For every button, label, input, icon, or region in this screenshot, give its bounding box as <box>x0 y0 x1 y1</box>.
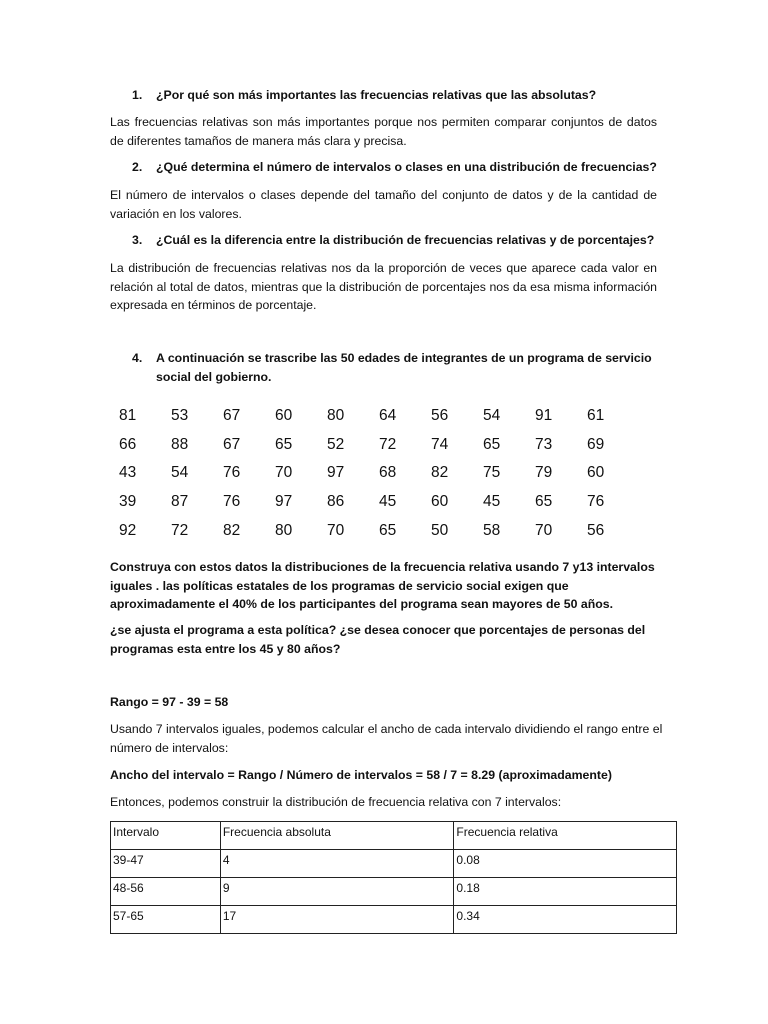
age-value: 70 <box>275 464 293 482</box>
age-value: 88 <box>171 435 189 453</box>
ages-row <box>119 516 639 545</box>
question-1 <box>132 86 672 105</box>
age-value: 64 <box>379 407 397 425</box>
age-value: 67 <box>223 435 241 453</box>
ages-row <box>119 431 639 460</box>
age-value: 74 <box>431 435 449 453</box>
age-value: 54 <box>483 407 501 425</box>
age-value: 39 <box>119 493 137 511</box>
policy-question: ¿se ajusta el programa a esta política? ¿se desea conocer que porcentajes de personas del programas esta entre los 45 y 80 años? <box>110 623 646 656</box>
age-value: 76 <box>223 464 241 482</box>
age-value: 50 <box>431 521 449 539</box>
question-number: 3. <box>132 233 143 247</box>
table-cell: 9 <box>220 878 454 906</box>
age-value: 45 <box>379 493 397 511</box>
age-value: 79 <box>535 464 553 482</box>
age-value: 56 <box>587 521 605 539</box>
age-value: 76 <box>587 493 605 511</box>
age-value: 91 <box>535 407 553 425</box>
age-value: 76 <box>223 493 241 511</box>
age-value: 82 <box>223 521 241 539</box>
table-cell: 48-56 <box>111 878 221 906</box>
age-value: 60 <box>431 493 449 511</box>
table-cell: 0.08 <box>454 850 677 878</box>
table-intro: Entonces, podemos construir la distribución de frecuencia relativa con 7 intervalos: <box>110 795 562 809</box>
age-value: 82 <box>431 464 449 482</box>
instructions-paragraph: Construya con estos datos la distribuciones de la frecuencia relativa usando 7 y13 intervalos iguales . las políticas estatales de los programas de servicio social exigen que aproximadamente el 40% de los participantes del programa sean mayores de 50 años. <box>110 560 655 611</box>
answer-2: El número de intervalos o clases depende del tamaño del conjunto de datos y de la cantidad de variación en los valores. <box>110 188 657 221</box>
age-value: 56 <box>431 407 449 425</box>
age-value: 65 <box>275 435 293 453</box>
question-text: A continuación se trascribe las 50 edades de integrantes de un programa de servicio social del gobierno. <box>156 351 652 384</box>
table-cell: 57-65 <box>111 906 221 934</box>
age-value: 67 <box>223 407 241 425</box>
question-text: ¿Cuál es la diferencia entre la distribución de frecuencias relativas y de porcentajes? <box>156 233 655 247</box>
table-cell: 39-47 <box>111 850 221 878</box>
question-number: 1. <box>132 88 143 102</box>
table-cell: 0.18 <box>454 878 677 906</box>
table-header-cell: Frecuencia relativa <box>454 822 677 850</box>
table-row <box>111 878 677 906</box>
age-value: 69 <box>587 435 605 453</box>
age-value: 97 <box>275 493 293 511</box>
table-header-cell: Frecuencia absoluta <box>220 822 454 850</box>
age-value: 72 <box>171 521 189 539</box>
age-value: 80 <box>327 407 345 425</box>
age-value: 54 <box>171 464 189 482</box>
answer-1: Las frecuencias relativas son más importantes porque nos permiten comparar conjuntos de datos de diferentes tamaños de manera más clara y precisa. <box>110 115 657 148</box>
table-row <box>111 906 677 934</box>
age-value: 60 <box>275 407 293 425</box>
age-value: 52 <box>327 435 345 453</box>
question-3 <box>132 231 672 250</box>
age-value: 70 <box>327 521 345 539</box>
ages-row <box>119 402 639 431</box>
age-value: 65 <box>535 493 553 511</box>
age-value: 72 <box>379 435 397 453</box>
ages-row <box>119 488 639 517</box>
ages-grid <box>119 402 639 545</box>
question-4 <box>132 349 652 386</box>
age-value: 73 <box>535 435 553 453</box>
age-value: 86 <box>327 493 345 511</box>
age-value: 60 <box>587 464 605 482</box>
age-value: 81 <box>119 407 137 425</box>
table-header-cell: Intervalo <box>111 822 221 850</box>
age-value: 45 <box>483 493 501 511</box>
table-cell: 0.34 <box>454 906 677 934</box>
table-header-row <box>111 822 677 850</box>
table-cell: 4 <box>220 850 454 878</box>
question-number: 2. <box>132 160 143 174</box>
age-value: 65 <box>483 435 501 453</box>
age-value: 53 <box>171 407 189 425</box>
age-value: 75 <box>483 464 501 482</box>
age-value: 87 <box>171 493 189 511</box>
age-value: 70 <box>535 521 553 539</box>
age-value: 97 <box>327 464 345 482</box>
ages-row <box>119 459 639 488</box>
age-value: 80 <box>275 521 293 539</box>
frequency-table <box>110 821 677 934</box>
question-number: 4. <box>132 351 143 365</box>
question-text: ¿Por qué son más importantes las frecuencias relativas que las absolutas? <box>156 88 597 102</box>
age-value: 68 <box>379 464 397 482</box>
table-row <box>111 850 677 878</box>
age-value: 65 <box>379 521 397 539</box>
question-2 <box>132 158 672 177</box>
age-value: 61 <box>587 407 605 425</box>
age-value: 92 <box>119 521 137 539</box>
table-cell: 17 <box>220 906 454 934</box>
answer-3: La distribución de frecuencias relativas nos da la proporción de veces que aparece cada valor en relación al total de datos, mientras que la distribución de porcentajes nos da esa misma información expresada en términos de porcentaje. <box>110 261 657 312</box>
question-text: ¿Qué determina el número de intervalos o clases en una distribución de frecuencias? <box>156 160 657 174</box>
range-line: Rango = 97 - 39 = 58 <box>110 695 229 709</box>
intervals-text: Usando 7 intervalos iguales, podemos calcular el ancho de cada intervalo dividiendo el rango entre el número de intervalos: <box>110 722 663 755</box>
width-formula: Ancho del intervalo = Rango / Número de intervalos = 58 / 7 = 8.29 (aproximadamente) <box>110 768 612 782</box>
age-value: 58 <box>483 521 501 539</box>
age-value: 43 <box>119 464 137 482</box>
age-value: 66 <box>119 435 137 453</box>
